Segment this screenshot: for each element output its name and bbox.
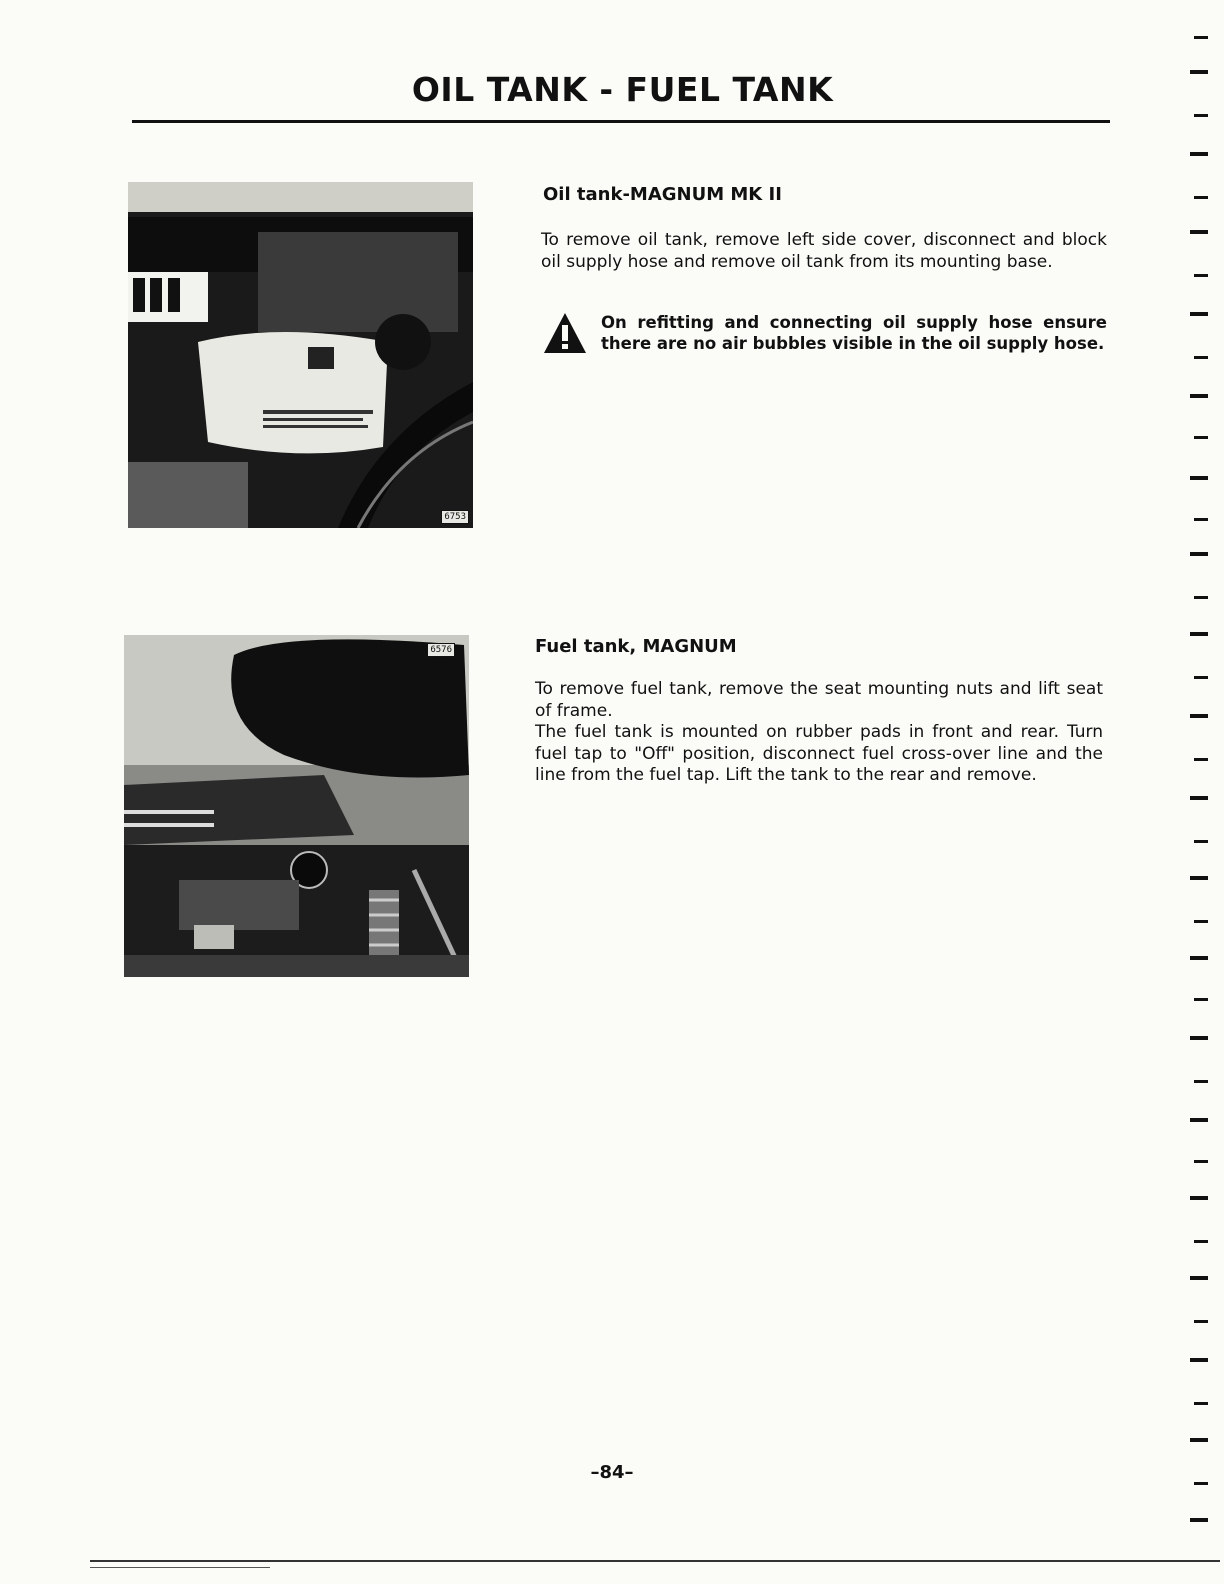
bottom-edge-rule-short — [90, 1567, 270, 1568]
oil-tank-body: To remove oil tank, remove left side cover, disconnect and block oil supply hose and remove oil tank from its mounting base. — [541, 230, 1107, 272]
fuel-tank-photo — [124, 635, 469, 977]
figure-fuel-tank — [124, 635, 469, 977]
binding-edge-marks — [1184, 30, 1214, 1560]
fuel-tank-body-1: To remove fuel tank, remove the seat mounting nuts and lift seat of frame. — [535, 679, 1103, 721]
warning-text: On refitting and connecting oil supply hose ensure there are no air bubbles visible in the oil supply hose. — [601, 313, 1107, 353]
title-divider — [132, 120, 1110, 123]
figure-number: 6753 — [441, 510, 469, 524]
oil-tank-photo — [128, 182, 473, 528]
figure-oil-tank — [128, 182, 473, 528]
figure-number: 6576 — [427, 643, 455, 657]
page-number: –84– — [590, 1462, 634, 1483]
page-title: OIL TANK - FUEL TANK — [411, 70, 834, 109]
warning-triangle-icon — [543, 312, 587, 354]
section-heading-oil-tank: Oil tank-MAGNUM MK II — [543, 184, 782, 205]
bottom-edge-rule — [90, 1560, 1220, 1562]
section-heading-fuel-tank: Fuel tank, MAGNUM — [535, 636, 737, 657]
fuel-tank-body-2: The fuel tank is mounted on rubber pads in front and rear. Turn fuel tap to "Off" position, disconnect fuel cross-over line and the line from the fuel tap. Lift the tank to the rear and remove. — [535, 722, 1103, 785]
